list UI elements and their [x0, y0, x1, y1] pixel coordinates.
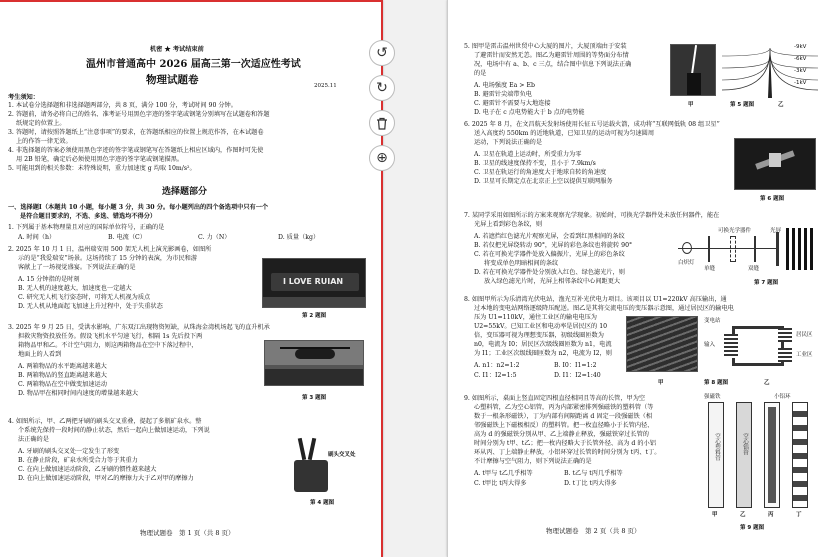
q4-toothbrush-figure — [290, 438, 356, 494]
q3-option-b: B. 两箱物品的竖直距离越来越大 — [18, 372, 107, 379]
q9-label-magnet: 强磁铁 — [704, 394, 721, 400]
q8-solar-farm-photo — [626, 316, 698, 372]
q2-stem: 客献上了一场视觉盛宴。下列说法正确的是 — [18, 264, 136, 271]
q5-sublabel-jia: 甲 — [688, 102, 694, 108]
q9-stem: 环从丙、丁上端静止释放，小铝环穿过长管的时间分别为 t丙、t丁。 — [474, 449, 661, 456]
q9-stem: 9. 如图所示，桌面上竖直固定四根直径相同且等高的长管，甲为空 — [464, 395, 646, 402]
q1-option-c: C. 力（N） — [198, 234, 231, 241]
q7-label-screen: 光屏 — [770, 228, 782, 234]
rotate-left-icon: ↺ — [376, 45, 388, 61]
q5-potential-label: -9kV — [794, 44, 807, 50]
q3-stem: 3. 2025 年 9 月 25 日，受洪水影响，广东双江出现物资短缺，从珠海金湾机场起飞的直升机承 — [8, 324, 270, 331]
secret-mark: 机密 ★ 考试结束前 — [150, 46, 204, 53]
q5-stem: 况，电场中有 a、b、c 三点，结合图中信息下列说法正确 — [474, 61, 632, 68]
q9-stem: 时间分别为 t甲、t乙；把一枚内径略大于长管外径、高为 d 的小铝 — [474, 440, 656, 447]
q5-potential-label: -6kV — [794, 56, 807, 62]
q8-sublabel-jia: 甲 — [658, 380, 664, 386]
q4-stem: 法正确的是 — [18, 436, 49, 443]
q3-stem: 担救灾物资投放任务。假设飞机水平匀速飞行，相隔 1s 先后投下两 — [18, 333, 203, 340]
q5-figure-caption: 第 5 题图 — [730, 102, 755, 108]
q2-option-c: C. 研究无人机飞行姿态时，可将无人机视为质点 — [18, 294, 151, 301]
q9-tube-bing — [764, 402, 780, 508]
exam-title: 温州市普通高中 2026 届高三第一次适应性考试 — [86, 59, 301, 70]
q3-option-d: D. 物品甲在相同时间内速度的增量越来越大 — [18, 390, 139, 397]
q9-stem: 高为 d 的强磁铁分别从甲、乙上端静止释放，强磁铁穿过长管的 — [474, 431, 649, 438]
exam-date: 2025.11 — [314, 83, 337, 89]
section-intro: 是符合题目要求的，不选、多选、错选均不得分） — [20, 213, 157, 220]
q5-option-d: D. 电子在 c 点电势能大于 b 点的电势能 — [474, 109, 585, 116]
q5-stem: 了避雷针而安然无恙。图乙为避雷针周围的等势面分布情 — [474, 52, 629, 59]
q2-figure-caption: 第 2 题图 — [302, 313, 327, 319]
notice-line: 2. 答题前，请务必将自己的姓名、准考证号用黑色字迹的签字笔或钢笔分别填写在试题卷和答题 — [8, 111, 270, 118]
q5-sublabel-yi: 乙 — [778, 102, 784, 108]
q8-stem: U2=55kV。已知工业区和电动率是居民区的 10 — [474, 323, 608, 330]
q8-label-substation: 变电站 — [704, 318, 721, 324]
q5-potential-label: -3kV — [794, 68, 807, 74]
notice-line: 上的作答一律无效。 — [16, 138, 72, 145]
q2-option-a: A. 15 分钟指的是时刻 — [18, 276, 80, 283]
q2-drone-show-photo — [262, 258, 366, 308]
exam-page-1 — [0, 0, 383, 557]
q8-label-input: 输入 — [704, 342, 716, 348]
q6-option-b: B. 卫星的线速度保持不变，且小于 7.9km/s — [474, 160, 596, 167]
q8-label-industrial: 工业区 — [796, 352, 813, 358]
rotate-right-button[interactable] — [369, 75, 395, 101]
q9-tube-label: 丁 — [796, 512, 802, 518]
q2-stem: 2. 2025 年 10 月 1 日，温州瑞安用 500 架无人机上演光影画卷，如图所 — [8, 246, 212, 253]
q7-figure-caption: 第 7 题图 — [754, 280, 779, 286]
q7-option-c-cont: 将变成单色明暗相间的条纹 — [484, 260, 559, 267]
q9-option-a: A. t甲与 t乙几乎相等 — [474, 470, 533, 477]
q5-equipotential-diagram — [722, 40, 818, 98]
q7-option-b: B. 若仅把光屏绕转动 90°，光屏的彩色条纹也将旋转 90° — [474, 242, 633, 249]
q8-sublabel-yi: 乙 — [764, 380, 770, 386]
rotate-right-icon: ↻ — [376, 80, 388, 96]
exam-page-2 — [447, 0, 823, 557]
q6-stem: 运动，下列说法正确的是 — [474, 139, 543, 146]
q9-tube-ding — [792, 402, 808, 508]
add-page-button[interactable] — [369, 145, 395, 171]
q6-option-d: D. 卫星可长期定点在北京正上空以提供互联网服务 — [474, 178, 613, 185]
q7-stem: 7. 某同学采用如图所示的方案来观察光学现象。初始时，可换光学器件处未放任何器件，能在 — [464, 212, 720, 219]
q8-stem: 过本地的变电站网络逐级降压配送。图乙是其将交流电压的变压器示意图，通过居民区的输电电 — [474, 305, 734, 312]
q9-tube-inner-label: 空心塑料管 — [714, 433, 720, 461]
exam-subtitle: 物理试题卷 — [146, 74, 199, 86]
page-toolbar — [369, 40, 399, 171]
q9-stem: 心塑料管，乙为空心铝管，丙为内部紧密排列强磁铁的塑料管（等 — [474, 404, 654, 411]
page1-footer: 物理试题卷 第 1 页（共 8 页） — [140, 529, 235, 537]
q7-option-d-cont: 放入绿色滤光片时，光屏上相邻条纹中心间距更大 — [484, 278, 621, 285]
q8-option-c: C. I1：I2=1:5 — [474, 372, 517, 379]
q8-transformer-diagram — [704, 316, 816, 372]
q8-option-d: D. I1：I2=1:40 — [554, 372, 601, 379]
delete-button[interactable] — [369, 110, 395, 136]
q4-option-a: A. 牙刷的刷头交叉处一定发生了形变 — [18, 448, 120, 455]
rotate-left-button[interactable] — [369, 40, 395, 66]
q9-stem: 邻强磁铁上下磁极相反）的塑料管。把一枚直径略小于长管内径、 — [474, 422, 654, 429]
q7-label-double-slit: 双缝 — [748, 266, 760, 272]
q3-stem: 地面上的人看到 — [18, 351, 62, 358]
q2-stem: 示的是“我爱瑞安”场景。这场持续了 15 分钟的表演，为市民和游 — [18, 255, 198, 262]
q3-helicopter-photo — [264, 340, 364, 386]
q8-stem: 压为 U1=110kV，通往工业区的输电电压为 — [474, 314, 597, 321]
q9-tube-yi — [736, 402, 752, 508]
q2-option-d: D. 无人机从地面起飞加速上升过程中，处于失重状态 — [18, 303, 163, 310]
q4-figure-caption: 第 4 题图 — [310, 500, 335, 506]
q8-stem: 为 I1；工业区次级线圈匝数为 n2，电流为 I2，则 — [474, 350, 612, 357]
q7-option-a: A. 若遮挡红色滤光片观察光屏，会看到红黑相间的条纹 — [474, 233, 625, 240]
q9-option-b: B. t乙与 t丙几乎相等 — [564, 470, 623, 477]
q5-option-c: C. 避雷针不需要与大地连接 — [474, 100, 551, 107]
q2-photo-text: I LOVE RUIAN — [283, 277, 344, 286]
trash-icon — [376, 117, 388, 130]
q5-lightning-photo — [670, 44, 716, 96]
section-title: 选择题部分 — [162, 187, 208, 197]
q8-label-residential: 居民区 — [796, 332, 813, 338]
q9-tube-label: 甲 — [712, 512, 718, 518]
notice-title: 考生须知： — [8, 94, 39, 101]
q6-stem: 送入高度约 550km 的近地轨道，已知卫星的运动可视为匀速圆周 — [474, 130, 655, 137]
q6-stem: 6. 2025 年 8 月，在文昌航天发射场使用长征五号运载火箭，成功将“互联网低轨 08 组卫星” — [464, 121, 720, 128]
q9-tube-jia — [708, 402, 724, 508]
q9-tubes-diagram — [704, 392, 818, 522]
q5-option-b: B. 避雷针尖端带负电 — [474, 91, 532, 98]
q6-option-c: C. 卫星在轨运行的角速度大于地球自转的角速度 — [474, 169, 607, 176]
q3-option-c: C. 两箱物品在空中做变加速运动 — [18, 381, 107, 388]
notice-line: 纸规定的位置上。 — [16, 120, 66, 127]
q9-tube-label: 乙 — [740, 512, 746, 518]
q8-stem: 倍，变压器可视为理想变压器，初级线圈匝数为 — [474, 332, 604, 339]
q4-label-brush-cross: 刷头交叉处 — [328, 452, 356, 458]
q6-figure-caption: 第 6 题图 — [760, 196, 785, 202]
q8-option-a: A. n1：n2=1:2 — [474, 362, 520, 369]
q7-label-lamp: 白炽灯 — [678, 260, 695, 266]
q4-option-b: B. 在静止阶段，矿泉水所受合力等于其重力 — [18, 457, 138, 464]
q3-option-a: A. 两箱物品的水平距离越来越大 — [18, 363, 107, 370]
q7-option-d: D. 若在可换光学器件处分别放入红色、绿色滤光片，则 — [474, 269, 625, 276]
q9-figure-caption: 第 9 题图 — [740, 525, 765, 531]
q5-option-a: A. 电场强度 Ea > Eb — [474, 82, 535, 89]
q4-stem: 个系统先保持一段时间的静止状态，然后一起向上做加速运动，下列说 — [18, 427, 210, 434]
q6-option-a: A. 卫星在轨道上运动时，所受重力为零 — [474, 151, 582, 158]
q8-stem: n0，电流为 I0；居民区次级线圈匝数为 n1，电流 — [474, 341, 612, 348]
q8-stem: 8. 如图甲所示为乐清湾光伏电站，渔光互补光伏电力项目。该项目以 U1=220kV 高压输出，通 — [464, 296, 727, 303]
q9-option-c: C. t甲比 t丙大得多 — [474, 480, 527, 487]
q9-stem: 不计摩擦与空气阻力，则下列说法正确的是 — [474, 458, 592, 465]
q3-stem: 箱物品甲和乙。不计空气阻力，则这两箱物品在空中下落过程中， — [18, 342, 198, 349]
page2-footer: 物理试题卷 第 2 页（共 8 页） — [546, 527, 641, 535]
q5-stem: 的是 — [474, 70, 487, 77]
section-intro: 一、选择题Ⅰ（本题共 10 小题，每小题 3 分，共 30 分。每小题列出的四个备选项中只有一个 — [8, 204, 269, 211]
q8-option-b: B. I0：I1=1:2 — [554, 362, 597, 369]
q5-potential-label: -1kV — [794, 80, 807, 86]
plus-circle-icon: ⊕ — [376, 150, 388, 166]
notice-line: 5. 可能用到的相关参数：未特殊说明，重力加速度 g 均取 10m/s²。 — [8, 165, 196, 172]
q4-option-c: C. 在向上做加速运动阶段，乙牙刷的惯性越来越大 — [18, 466, 157, 473]
q9-tube-inner-label: 空心铝管 — [742, 433, 748, 455]
q7-optics-diagram — [678, 226, 818, 274]
q7-stem: 光屏上看到彩色条纹，则 — [474, 221, 543, 228]
q1-option-d: D. 质量（kg） — [278, 234, 320, 241]
q9-tube-label: 丙 — [768, 512, 774, 518]
notice-line: 1. 本试卷分选择题和非选择题两部分，共 8 页，满分 100 分，考试时间 90 分钟。 — [8, 102, 237, 109]
q3-figure-caption: 第 3 题图 — [302, 395, 327, 401]
q1-option-b: B. 电流（C） — [108, 234, 146, 241]
notice-line: 用 2B 铅笔，确定后必须使用黑色字迹的签字笔或钢笔描黑。 — [16, 156, 184, 163]
q2-option-b: B. 无人机的速度越大，加速度也一定越大 — [18, 285, 132, 292]
q9-stem: 数于一根条形磁铁），丁为内部有间隔距离 d 固定一段强磁铁（相 — [474, 413, 653, 420]
q6-satellite-photo — [734, 138, 816, 190]
q4-option-d: D. 在向上做加速运动阶段，甲对乙的摩擦力大于乙对甲的摩擦力 — [18, 475, 194, 482]
q7-option-c: C. 若在可换光学器件处放入偏振片，光屏上的彩色条纹 — [474, 251, 625, 258]
notice-line: 4. 非选择题的答案必须使用黑色字迹的签字笔或钢笔写在答题纸上相应区域内，作图时可先使 — [8, 147, 264, 154]
q9-label-ring: 小铝环 — [774, 394, 791, 400]
q9-option-d: D. t丁比 t丙大得多 — [564, 480, 617, 487]
notice-line: 3. 答题时，请按照答题纸上“注意事项”的要求，在答题纸相应的位置上规范作答，在本试题卷 — [8, 129, 264, 136]
q7-label-single-slit: 单缝 — [704, 266, 716, 272]
q7-label-device: 可换光学器件 — [718, 228, 752, 234]
q1-option-a: A. 时间（h） — [18, 234, 56, 241]
q8-figure-caption: 第 8 题图 — [704, 380, 729, 386]
q4-stem: 4. 如图所示，甲、乙两把牙刷的刷头交叉重叠，提起了多瓶矿泉水。整 — [8, 418, 202, 425]
q1-stem: 1. 下列属于基本物理量且对应的国际单位符号，正确的是 — [8, 224, 165, 231]
q5-stem: 5. 图甲是雷击温州世贸中心大厦的图片，大厦顶端由于安装 — [464, 43, 627, 50]
